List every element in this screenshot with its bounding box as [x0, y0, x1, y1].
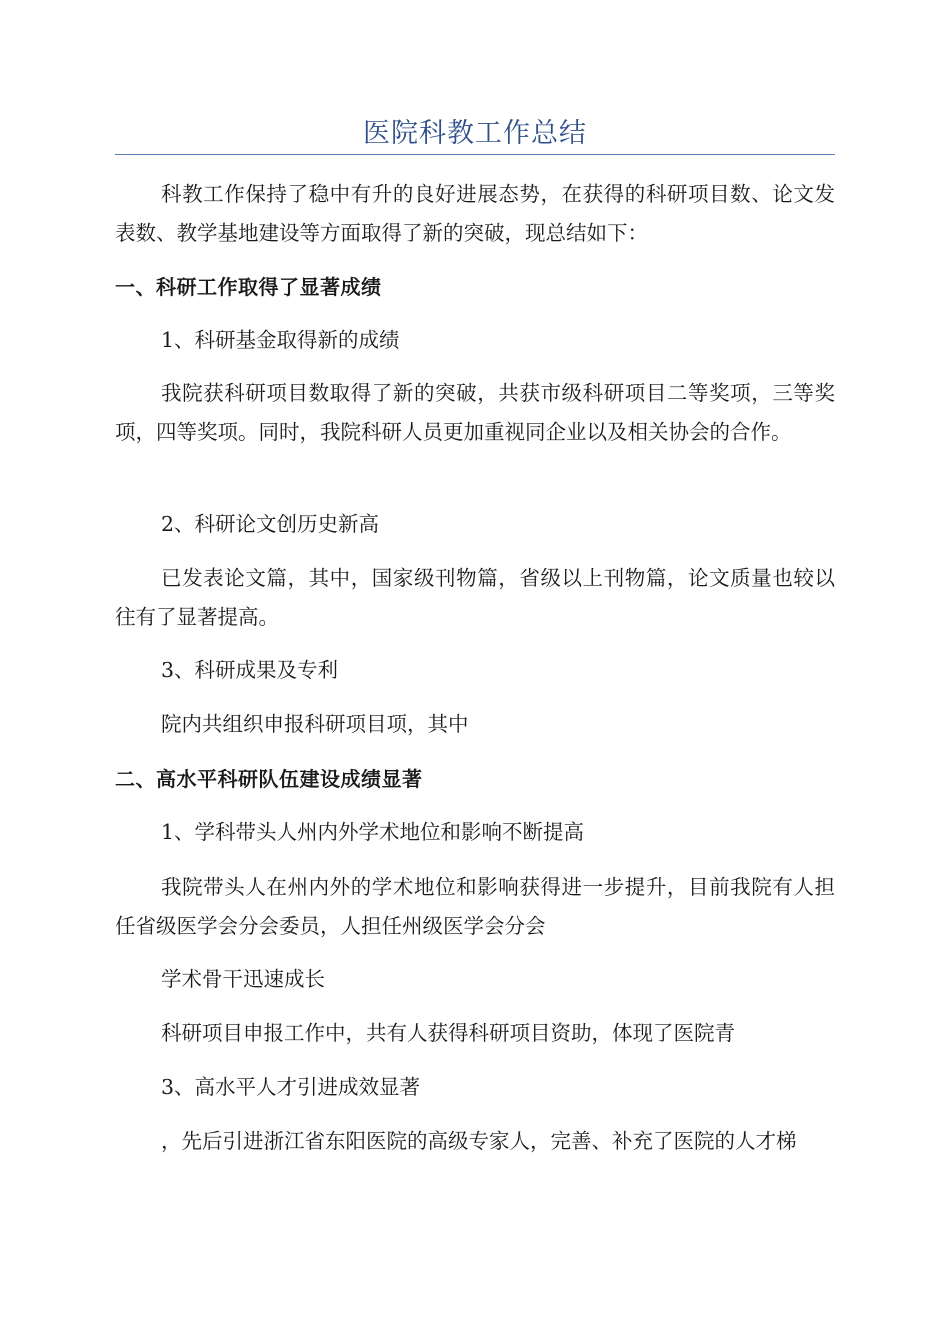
intro-paragraph: 科教工作保持了稳中有升的良好进展态势，在获得的科研项目数、论文发表数、教学基地建设等方面取得了新的突破，现总结如下：	[115, 182, 835, 245]
subheading-1-2: 2、科研论文创历史新高	[161, 512, 380, 536]
paragraph-2-3: ，先后引进浙江省东阳医院的高级专家人，完善、补充了医院的人才梯	[161, 1129, 797, 1153]
subheading-2-3: 3、高水平人才引进成效显著	[161, 1075, 421, 1099]
subheading-2-1: 1、学科带头人州内外学术地位和影响不断提高	[161, 820, 585, 844]
section-heading-2: 二、高水平科研队伍建设成绩显著	[115, 767, 423, 791]
subheading-1-3: 3、科研成果及专利	[161, 658, 339, 682]
paragraph-1-3: 院内共组织申报科研项目项，其中	[161, 712, 469, 736]
title-underline	[115, 154, 835, 155]
paragraph-2-2: 科研项目申报工作中，共有人获得科研项目资助，体现了医院青	[161, 1021, 735, 1045]
subheading-1-1: 1、科研基金取得新的成绩	[161, 328, 400, 352]
section-heading-1: 一、科研工作取得了显著成绩	[115, 275, 382, 299]
subheading-2-2: 学术骨干迅速成长	[161, 967, 325, 991]
paragraph-2-1: 我院带头人在州内外的学术地位和影响获得进一步提升，目前我院有人担任省级医学会分会委员，人担任州级医学会分会	[115, 875, 835, 938]
paragraph-1-2: 已发表论文篇，其中，国家级刊物篇，省级以上刊物篇，论文质量也较以往有了显著提高。	[115, 566, 835, 629]
document-title: 医院科教工作总结	[363, 118, 587, 149]
paragraph-1-1: 我院获科研项目数取得了新的突破，共获市级科研项目二等奖项，三等奖项，四等奖项。同时，我院科研人员更加重视同企业以及相关协会的合作。	[115, 381, 835, 444]
